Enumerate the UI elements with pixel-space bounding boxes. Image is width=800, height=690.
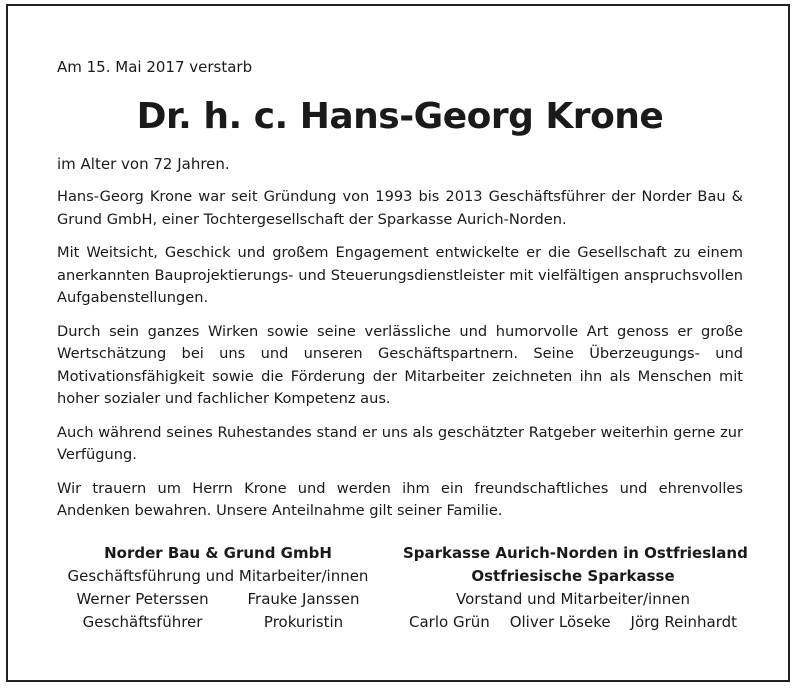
obituary-notice (57, 56, 748, 631)
paragraph-engagement: Mit Weitsicht, Geschick und großem Engagement entwickelte er die Gesellschaft zu einem anerkannten Bauprojektierungs- und Steuerungsdienstleister mit vielfältigen anspruchsvollen Aufgabenstellungen. (57, 244, 743, 306)
paragraph-mourning: Wir trauern um Herrn Krone und werden ihm ein freundschaftliches und ehrenvolles Andenken bewahren. Unsere Anteilnahme gilt seiner Familie. (57, 479, 743, 519)
paragraph-appreciation: Durch sein ganzes Wirken sowie seine verlässliche und humorvolle Art genoss er große Wertschätzung bei uns und unseren Geschäftspartnern. Seine Überzeugungs- und Motivationsfähigkeit sowie die Förderung der Mitarbeiter zeichneten ihn als Menschen mit hoher sozialer und fachlicher Kompetenz aus. (57, 322, 743, 407)
signature-people (57, 588, 379, 634)
paragraph-career: Hans-Georg Krone war seit Gründung von 1993 bis 2013 Geschäftsführer der Norder Bau & Grund GmbH, einer Tochtergesellschaft der Sparkasse Aurich-Norden. (57, 188, 743, 228)
signature-org-subtitle: Ostfriesische Sparkasse (471, 567, 675, 585)
signature-role: Vorstand und Mitarbeiter/innen (456, 590, 690, 608)
signature-block-sparkasse (403, 542, 748, 634)
signature-people (403, 611, 743, 634)
paragraph-retirement: Auch während seines Ruhestandes stand er uns als geschätzter Ratgeber weiterhin gerne zur Verfügung. (57, 423, 743, 463)
signature-role: Geschäftsführung und Mitarbeiter/innen (67, 567, 369, 585)
signature-block-norder (57, 542, 379, 634)
signatory-name: Jörg Reinhardt (630, 613, 737, 631)
signatory (76, 588, 208, 634)
signatory-name: Frauke Janssen (247, 590, 360, 608)
signatory-name: Oliver Löseke (509, 613, 611, 631)
signature-org: Sparkasse Aurich-Norden in Ostfriesland (403, 544, 748, 562)
signatory-title: Geschäftsführer (82, 613, 203, 631)
age-line: im Alter von 72 Jahren. (57, 155, 230, 173)
intro-line: Am 15. Mai 2017 verstarb (57, 58, 253, 76)
signatory-title: Prokuristin (263, 613, 344, 631)
signatory-name: Werner Peterssen (76, 590, 209, 608)
signatory-name: Carlo Grün (409, 613, 490, 631)
deceased-name: Dr. h. c. Hans-Georg Krone (136, 96, 664, 137)
signature-org: Norder Bau & Grund GmbH (104, 544, 332, 562)
signatory (248, 588, 360, 634)
